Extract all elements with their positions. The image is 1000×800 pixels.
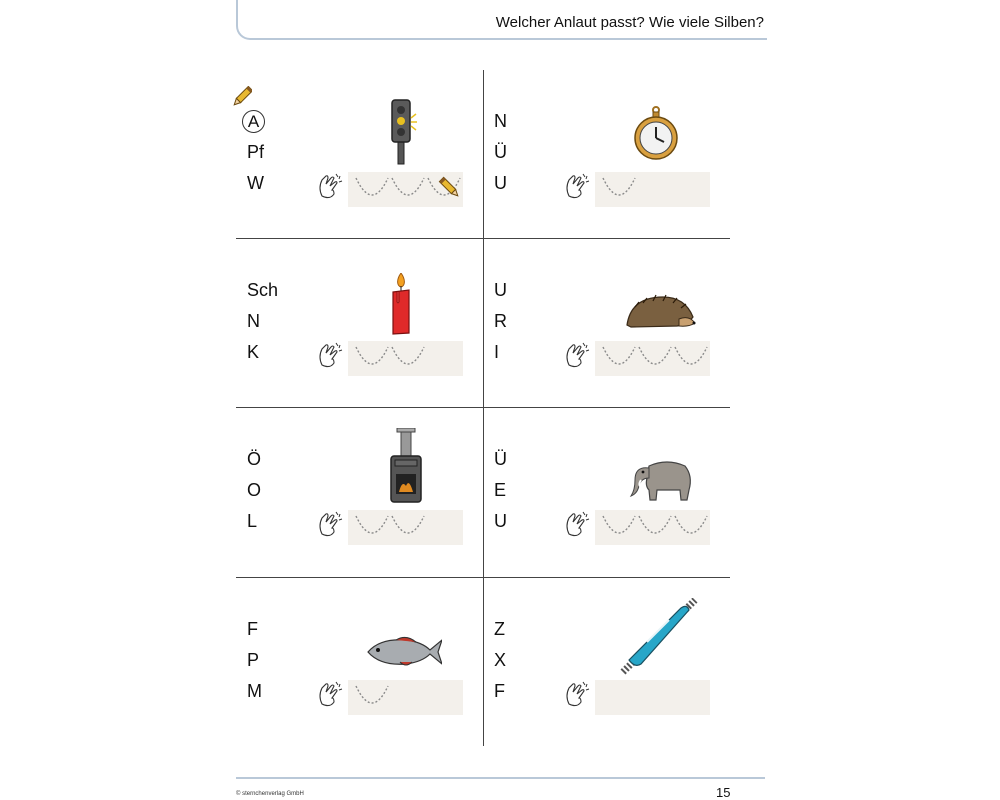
syllable-arc (356, 516, 388, 533)
syllable-box[interactable] (595, 172, 710, 207)
letter-option[interactable]: O (247, 480, 262, 500)
syllable-arc (675, 516, 707, 533)
page-number: 15 (716, 785, 731, 800)
exercise-cell-candle (236, 239, 483, 408)
letter-option[interactable]: N (494, 111, 507, 131)
exercise-cell-fish (236, 578, 483, 747)
letter-option[interactable]: I (494, 342, 500, 362)
letter-option[interactable]: Sch (247, 280, 279, 300)
letter-option[interactable]: U (494, 280, 507, 300)
letter-option[interactable]: Ü (494, 142, 507, 162)
stove-picture (387, 428, 423, 509)
syllable-arc (356, 347, 388, 364)
letter-option[interactable]: Ü (494, 449, 507, 469)
letter-options (247, 444, 261, 537)
syllable-arc (392, 516, 424, 533)
letter-option[interactable]: Z (494, 619, 505, 639)
copyright-text: © sternchenverlag GmbH (236, 791, 304, 797)
letter-option[interactable]: F (494, 681, 505, 701)
syllable-arc (675, 347, 707, 364)
letter-options (247, 106, 265, 199)
letter-option[interactable]: U (494, 173, 507, 193)
clapping-hands-icon (316, 172, 346, 202)
clapping-hands-icon (563, 680, 593, 710)
letter-option[interactable]: R (494, 311, 507, 331)
letter-options (494, 614, 506, 707)
syllable-box[interactable] (595, 510, 710, 545)
syllable-box[interactable] (348, 172, 463, 207)
syllable-arc (603, 516, 635, 533)
exercise-cell-stove (236, 408, 483, 577)
letter-options (494, 444, 507, 537)
exercise-cell-pocket-watch (483, 70, 730, 239)
syllable-box[interactable] (595, 341, 710, 376)
exercise-cell-train (483, 578, 730, 747)
letter-option[interactable]: N (247, 311, 260, 331)
letter-option[interactable]: M (247, 681, 262, 701)
syllable-box[interactable] (595, 680, 710, 715)
clapping-hands-icon (563, 510, 593, 540)
pocket-watch-picture (633, 106, 679, 167)
letter-options (247, 275, 278, 368)
letter-option[interactable]: K (247, 342, 260, 362)
letter-option[interactable]: Ö (247, 449, 262, 469)
worksheet-title: Welcher Anlaut passt? Wie viele Silben? (495, 14, 764, 31)
syllable-box[interactable] (348, 680, 463, 715)
letter-option[interactable]: E (494, 480, 507, 500)
train-picture (617, 598, 699, 683)
syllable-arc (639, 347, 671, 364)
syllable-arc (356, 686, 388, 703)
hedgehog-picture (623, 293, 697, 336)
fish-picture (366, 636, 442, 673)
letter-options (494, 106, 507, 199)
letter-option[interactable]: W (247, 173, 264, 193)
syllable-arc (356, 178, 388, 195)
letter-option[interactable]: Pf (247, 142, 265, 162)
traffic-light-picture (388, 98, 418, 171)
letter-option[interactable]: L (247, 511, 258, 531)
syllable-arc (639, 516, 671, 533)
syllable-arc (603, 347, 635, 364)
candle-picture (390, 273, 412, 340)
letter-option[interactable]: U (494, 511, 507, 531)
syllable-arc (603, 178, 635, 195)
exercise-cell-traffic-light (236, 70, 483, 239)
syllable-arc (392, 347, 424, 364)
exercise-cell-elephant (483, 408, 730, 577)
letter-option[interactable]: F (247, 619, 258, 639)
letter-options (494, 275, 507, 368)
syllable-box[interactable] (348, 510, 463, 545)
clapping-hands-icon (563, 341, 593, 371)
letter-option[interactable]: P (247, 650, 260, 670)
exercise-cell-hedgehog (483, 239, 730, 408)
clapping-hands-icon (563, 172, 593, 202)
clapping-hands-icon (316, 680, 346, 710)
letter-options (247, 614, 262, 707)
letter-option[interactable]: X (494, 650, 507, 670)
footer-rule (236, 777, 765, 779)
clapping-hands-icon (316, 341, 346, 371)
pencil-icon (439, 177, 460, 198)
elephant-picture (627, 456, 695, 507)
clapping-hands-icon (316, 510, 346, 540)
syllable-arc (392, 178, 424, 195)
letter-option[interactable]: A (242, 110, 265, 133)
syllable-box[interactable] (348, 341, 463, 376)
